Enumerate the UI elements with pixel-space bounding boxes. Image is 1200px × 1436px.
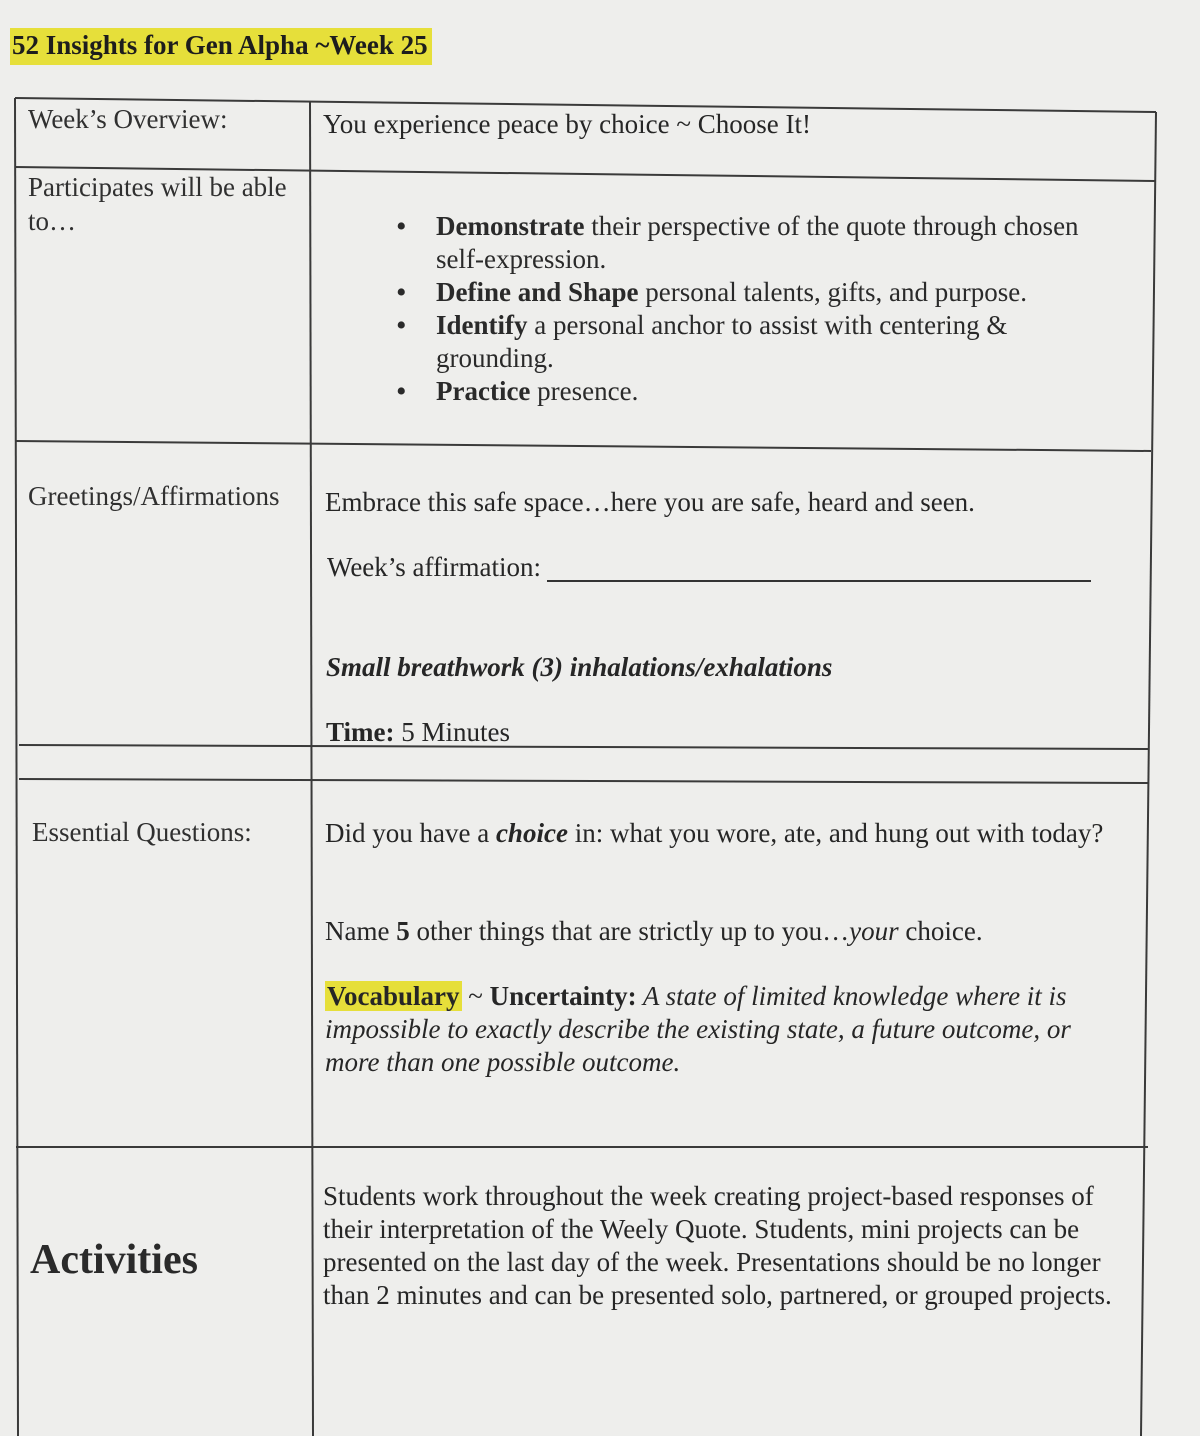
outcomes-list: [396, 210, 1131, 408]
greetings-welcome: Embrace this safe space…here you are safe, heard and seen.: [325, 487, 975, 517]
outcome-item: [396, 276, 1131, 309]
outcomes-list-container: [396, 210, 1131, 408]
outcome-verb: Demonstrate: [436, 211, 585, 241]
outcome-text: their perspective of the quote through chosen self-expression.: [436, 211, 1079, 274]
vocabulary-definition: A state of limited knowledge where it is impossible to exactly describe the existing state, a future outcome, or more than one possible outcome.: [325, 981, 1071, 1077]
affirmation-blank: [547, 580, 1091, 582]
affirmation-line: [327, 550, 1091, 584]
outcomes-label: Participates will be able to…: [28, 172, 287, 236]
question-2-end: choice.: [898, 916, 983, 946]
outcome-text: personal talents, gifts, and purpose.: [638, 277, 1027, 307]
outcome-verb: Practice: [436, 376, 531, 406]
outcome-verb: Define and Shape: [436, 277, 639, 307]
page-title: 52 Insights for Gen Alpha ~Week 25: [10, 28, 432, 65]
question-2-start: Name: [325, 916, 397, 946]
outcome-text: a personal anchor to assist with centering & grounding.: [436, 310, 1008, 373]
vocabulary-term: Uncertainty:: [489, 981, 637, 1011]
question-2-middle: other things that are strictly up to you…: [409, 916, 850, 946]
question-2-number: 5: [396, 916, 410, 946]
outcome-item: [396, 375, 1131, 408]
vocabulary-block: [325, 980, 1125, 1079]
questions-label: Essential Questions:: [32, 817, 252, 847]
vocabulary-separator: ~: [461, 981, 490, 1011]
vocabulary-label: Vocabulary: [327, 981, 460, 1011]
affirmation-label: Week’s affirmation:: [327, 552, 542, 582]
overview-label: Week’s Overview:: [28, 104, 228, 134]
activities-text: Students work throughout the week creating project-based responses of their interpretation of the Weely Quote. Students, mini projects can be presented on the last day of the week. Presentations should be no longer than 2 minutes and can be presented solo, partnered, or grouped projects.: [323, 1181, 1112, 1310]
question-1-start: Did you have a: [325, 818, 496, 848]
time-line: [326, 715, 510, 749]
breathwork-text: Small breathwork (3) inhalations/exhalations: [326, 652, 833, 682]
question-2-emphasis: your: [849, 916, 899, 946]
overview-text: You experience peace by choice ~ Choose It!: [323, 109, 811, 139]
outcome-item: [396, 210, 1131, 276]
outcome-verb: Identify: [436, 310, 528, 340]
activities-label: Activities: [30, 1237, 198, 1283]
greetings-label: Greetings/Affirmations: [28, 481, 280, 511]
outcome-item: [396, 309, 1131, 375]
question-1-emphasis: choice: [495, 818, 568, 848]
time-label: Time:: [326, 717, 395, 747]
time-value: 5 Minutes: [394, 717, 511, 747]
question-1-end: in: what you wore, ate, and hung out with today?: [567, 818, 1104, 848]
question-1: [325, 816, 1115, 850]
outcome-text: presence.: [530, 376, 639, 406]
question-2: [325, 914, 983, 948]
